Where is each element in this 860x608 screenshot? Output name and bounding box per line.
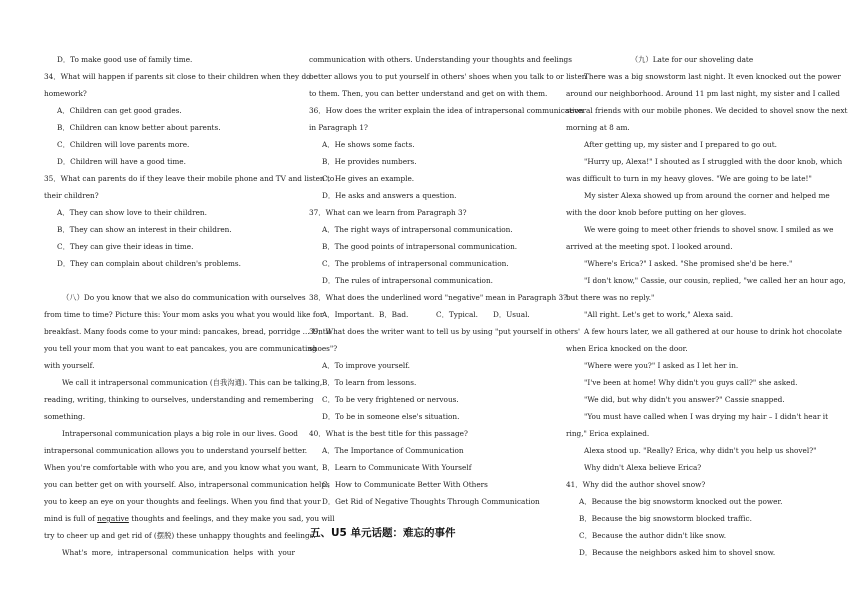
q37-option-b: B．The good points of intrapersonal communication. bbox=[322, 242, 518, 251]
q36-option-d: D．He asks and answers a question. bbox=[322, 191, 457, 200]
q34-stem-cont: homework? bbox=[44, 89, 87, 98]
q39-stem: 39．What does the writer want to tell us by using "put yourself in others' bbox=[309, 327, 581, 336]
passage-8-para-1: （八）Do you know that we also do communication with ourselves bbox=[62, 293, 306, 302]
passage-8-para-1: you tell your mom that you want to eat pancakes, you are communicating bbox=[44, 344, 317, 353]
q34-stem: 34．What will happen if parents sit close to their children when they do bbox=[44, 72, 311, 81]
q37-option-a: A．The right ways of intrapersonal communication. bbox=[322, 225, 513, 234]
q39-option-d: D．To be in someone else's situation. bbox=[322, 412, 460, 421]
q39-option-c: C．To be very frightened or nervous. bbox=[322, 395, 459, 404]
q37-option-d: D．The rules of intrapersonal communication. bbox=[322, 276, 493, 285]
q41-option-a: A．Because the big snowstorm knocked out the power. bbox=[579, 497, 783, 506]
q37-option-c: C．The problems of intrapersonal communication. bbox=[322, 259, 509, 268]
q35-option-b: B．They can show an interest in their children. bbox=[57, 225, 232, 234]
passage-8-para-2: reading, writing, thinking to ourselves, understanding and remembering bbox=[44, 395, 314, 404]
passage-8-para-3: try to cheer up and get rid of (摆脱) these unhappy thoughts and feelings. bbox=[44, 531, 316, 540]
passage-9-para: morning at 8 am. bbox=[566, 123, 630, 132]
q34-option-c: C．Children will love parents more. bbox=[57, 140, 190, 149]
passage-8-para-3: you can better get on with yourself. Also, intrapersonal communication helps bbox=[44, 480, 330, 489]
passage-9-para: was difficult to turn in my heavy gloves. "We are going to be late!" bbox=[566, 174, 812, 183]
q39-option-b: B．To learn from lessons. bbox=[322, 378, 417, 387]
column-2 bbox=[309, 51, 587, 545]
q39-option-a: A．To improve yourself. bbox=[322, 361, 411, 370]
q35-stem-cont: their children? bbox=[44, 191, 99, 200]
underlined-word-negative: negative bbox=[97, 514, 129, 523]
passage-9-para: "Hurry up, Alexa!" I shouted as I struggled with the door knob, which bbox=[584, 157, 843, 166]
spacer bbox=[309, 510, 552, 521]
q40-stem: 40．What is the best title for this passage? bbox=[309, 429, 468, 438]
passage-8-para-3: you to keep an eye on your thoughts and feelings. When you find that your bbox=[44, 497, 321, 506]
passage-9-title: （九）Late for our shoveling date bbox=[630, 55, 754, 64]
passage-9-para: After getting up, my sister and I prepared to go out. bbox=[584, 140, 777, 149]
passage-9-para: "I don't know," Cassie, our cousin, replied, "we called her an hour ago, bbox=[584, 276, 846, 285]
q35-stem: 35．What can parents do if they leave their mobile phone and TV and listen to bbox=[44, 174, 335, 183]
passage-9-para: arrived at the meeting spot. I looked around. bbox=[566, 242, 733, 251]
q35-option-c: C．They can give their ideas in time. bbox=[57, 242, 194, 251]
q36-stem: 36．How does the writer explain the idea of intrapersonal communication bbox=[309, 106, 584, 115]
column-3 bbox=[566, 51, 848, 561]
q36-option-b: B．He provides numbers. bbox=[322, 157, 417, 166]
passage-8-para-3 bbox=[44, 510, 335, 527]
passage-9-para: around our neighborhood. Around 11 pm last night, my sister and I called bbox=[566, 89, 840, 98]
passage-8-para-1: breakfast. Many foods come to your mind: pancakes, bread, porridge ... Until bbox=[44, 327, 331, 336]
passage-9-para: Alexa stood up. "Really? Erica, why didn't you help us shovel?" bbox=[584, 446, 817, 455]
q34-option-a: A．Children can get good grades. bbox=[57, 106, 182, 115]
q34-option-d: D．Children will have a good time. bbox=[57, 157, 186, 166]
q38-options bbox=[309, 306, 552, 323]
passage-9-para: "We did, but why didn't you answer?" Cassie snapped. bbox=[584, 395, 785, 404]
passage-8-para-4: better allows you to put yourself in others' shoes when you talk to or listen bbox=[309, 72, 587, 81]
q41-stem: 41．Why did the author shovel snow? bbox=[566, 480, 706, 489]
passage-9-para: There was a big snowstorm last night. It even knocked out the power bbox=[584, 72, 841, 81]
passage-8-para-3: intrapersonal communication allows you to understand yourself better. bbox=[44, 446, 308, 455]
passage-8-para-1: with yourself. bbox=[44, 361, 95, 370]
q40-option-c: C．How to Communicate Better With Others bbox=[322, 480, 488, 489]
q38-stem: 38．What does the underlined word "negative" mean in Paragraph 3? bbox=[309, 293, 568, 302]
q35-option-d: D．They can complain about children's problems. bbox=[57, 259, 241, 268]
q38-option-d: D．Usual. bbox=[493, 310, 530, 319]
q33-option-d: D．To make good use of family time. bbox=[57, 55, 193, 64]
passage-9-para: several friends with our mobile phones. We decided to shovel snow the next bbox=[566, 106, 848, 115]
passage-8-para-4: communication with others. Understanding your thoughts and feelings bbox=[309, 55, 572, 64]
passage-8-para-1: from time to time? Picture this: Your mom asks you what you would like for bbox=[44, 310, 324, 319]
passage-8-para-4: What's more, intrapersonal communication helps with your bbox=[62, 548, 295, 557]
passage-9-para: My sister Alexa showed up from around the corner and helped me bbox=[584, 191, 830, 200]
passage-9-para: "I've been at home! Why didn't you guys call?" she asked. bbox=[584, 378, 798, 387]
q38-option-c: C．Typical. bbox=[436, 310, 478, 319]
q40-option-b: B．Learn to Communicate With Yourself bbox=[322, 463, 472, 472]
q38-option-a: A．Important. bbox=[322, 310, 375, 319]
q38-option-b: B．Bad. bbox=[379, 310, 409, 319]
spacer bbox=[44, 272, 295, 289]
passage-9-para: Why didn't Alexa believe Erica? bbox=[584, 463, 702, 472]
q36-option-a: A．He shows some facts. bbox=[322, 140, 415, 149]
passage-8-para-3: Intrapersonal communication plays a big role in our lives. Good bbox=[62, 429, 298, 438]
passage-9-para: A few hours later, we all gathered at our house to drink hot chocolate bbox=[584, 327, 842, 336]
q41-option-c: C．Because the author didn't like snow. bbox=[579, 531, 727, 540]
passage-9-para: "Where were you?" I asked as I let her in. bbox=[584, 361, 739, 370]
q37-stem: 37．What can we learn from Paragraph 3? bbox=[309, 208, 467, 217]
passage-9-para: when Erica knocked on the door. bbox=[566, 344, 688, 353]
q36-stem-cont: in Paragraph 1? bbox=[309, 123, 368, 132]
passage-8-para-2: something. bbox=[44, 412, 86, 421]
passage-9-para: ring," Erica explained. bbox=[566, 429, 650, 438]
passage-9-para: "You must have called when I was drying my hair – I didn't hear it bbox=[584, 412, 829, 421]
passage-9-para: but there was no reply." bbox=[566, 293, 655, 302]
q40-option-d: D．Get Rid of Negative Thoughts Through Communication bbox=[322, 497, 540, 506]
q35-option-a: A．They can show love to their children. bbox=[57, 208, 207, 217]
q40-option-a: A．The Importance of Communication bbox=[322, 446, 464, 455]
passage-9-para: with the door knob before putting on her gloves. bbox=[566, 208, 747, 217]
passage-8-para-3: When you're comfortable with who you are, and you know what you want, bbox=[44, 463, 319, 472]
q39-stem-cont: shoes"? bbox=[309, 344, 338, 353]
q41-option-d: D．Because the neighbors asked him to shovel snow. bbox=[579, 548, 776, 557]
passage-9-para: "All right. Let's get to work," Alexa said. bbox=[584, 310, 734, 319]
passage-9-para: "Where's Erica?" I asked. "She promised she'd be here." bbox=[584, 259, 793, 268]
q41-option-b: B．Because the big snowstorm blocked traffic. bbox=[579, 514, 752, 523]
q34-option-b: B．Children can know better about parents. bbox=[57, 123, 221, 132]
q36-option-c: C．He gives an example. bbox=[322, 174, 415, 183]
passage-8-para-2: We call it intrapersonal communication (自我沟通). This can be talking, bbox=[62, 378, 323, 387]
section-heading: 五、U5 单元话题：难忘的事件 bbox=[310, 527, 456, 539]
passage-9-para: We were going to meet other friends to shovel snow. I smiled as we bbox=[584, 225, 834, 234]
passage-8-para-4: to them. Then, you can better understand and get on with them. bbox=[309, 89, 548, 98]
text: thoughts and feelings, and they make you sad, you will bbox=[128, 514, 335, 523]
text: mind is full of bbox=[44, 514, 98, 523]
